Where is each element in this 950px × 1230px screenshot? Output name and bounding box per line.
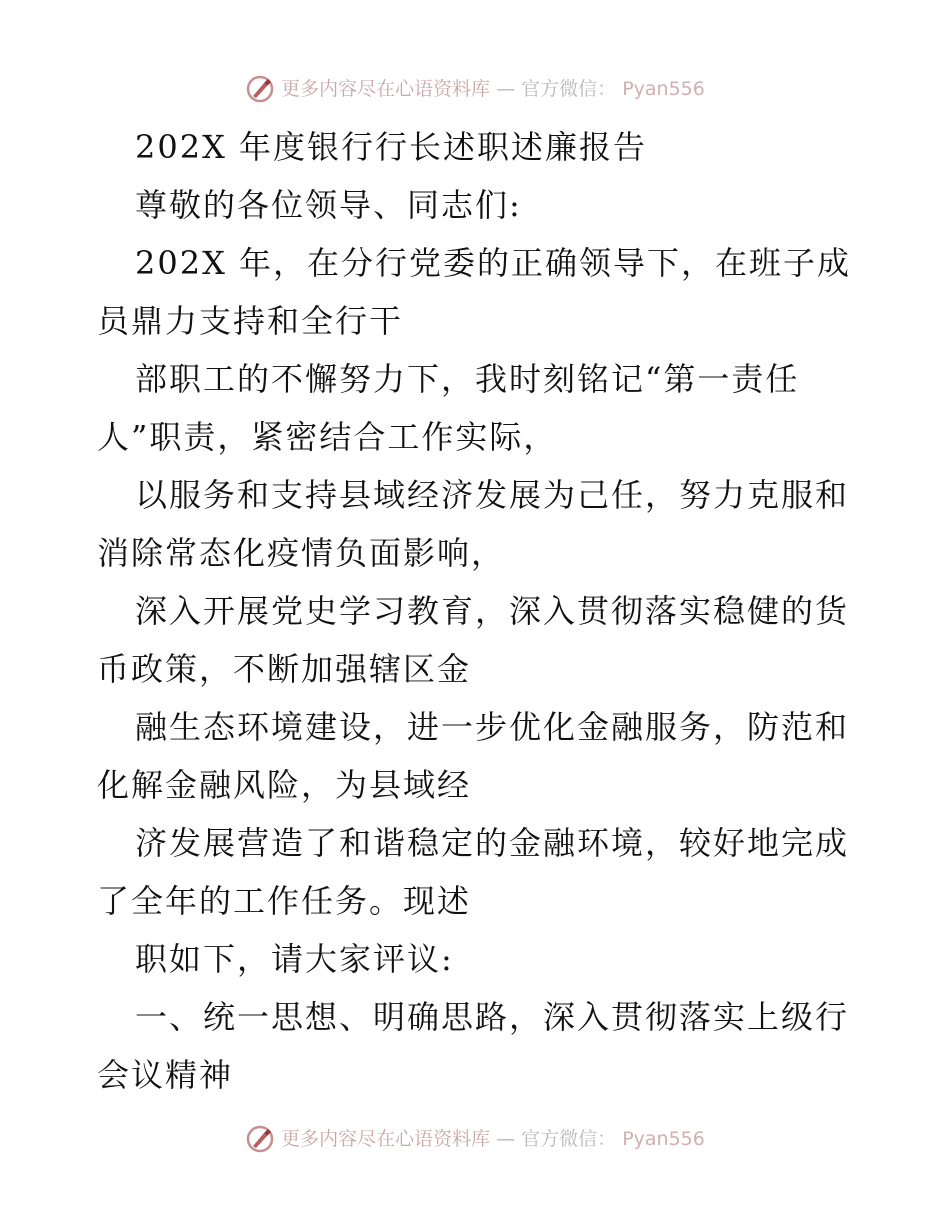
watermark-sub-text: 官方微信： <box>521 78 617 100</box>
watermark-wechat-id: Pyan556 <box>622 78 705 100</box>
body-paragraph: 济发展营造了和谐稳定的金融环境，较好地完成了全年的工作任务。现述 <box>97 824 850 920</box>
watermark-main-text: 更多内容尽在心语资料库 <box>281 78 491 100</box>
document-title: 202X 年度银行行长述职述廉报告 <box>135 128 648 166</box>
body-paragraph: 职如下，请大家评议: <box>135 940 454 978</box>
body-paragraph: 以服务和支持县域经济发展为己任，努力克服和消除常态化疫情负面影响， <box>97 476 850 572</box>
watermark-main-text: 更多内容尽在心语资料库 <box>281 1128 491 1150</box>
watermark-separator: — <box>496 1128 516 1150</box>
pen-nib-logo-icon <box>245 1124 275 1154</box>
footer-watermark <box>0 1124 950 1154</box>
salutation: 尊敬的各位领导、同志们: <box>135 186 522 224</box>
body-paragraph: 融生态环境建设，进一步优化金融服务，防范和化解金融风险，为县域经 <box>97 708 850 804</box>
watermark-separator: — <box>496 78 516 100</box>
body-paragraph: 部职工的不懈努力下，我时刻铭记“第一责任人”职责，紧密结合工作实际， <box>97 360 800 456</box>
section-heading: 一、统一思想、明确思路，深入贯彻落实上级行会议精神 <box>97 998 850 1094</box>
watermark-wechat-id: Pyan556 <box>622 1128 705 1150</box>
pen-nib-logo-icon <box>245 74 275 104</box>
body-paragraph: 深入开展党史学习教育，深入贯彻落实稳健的货币政策，不断加强辖区金 <box>97 592 850 688</box>
watermark-sub-text: 官方微信： <box>521 1128 617 1150</box>
body-paragraph: 202X 年，在分行党委的正确领导下，在班子成员鼎力支持和全行干 <box>97 244 852 340</box>
document-body <box>97 118 857 1104</box>
header-watermark <box>0 74 950 104</box>
